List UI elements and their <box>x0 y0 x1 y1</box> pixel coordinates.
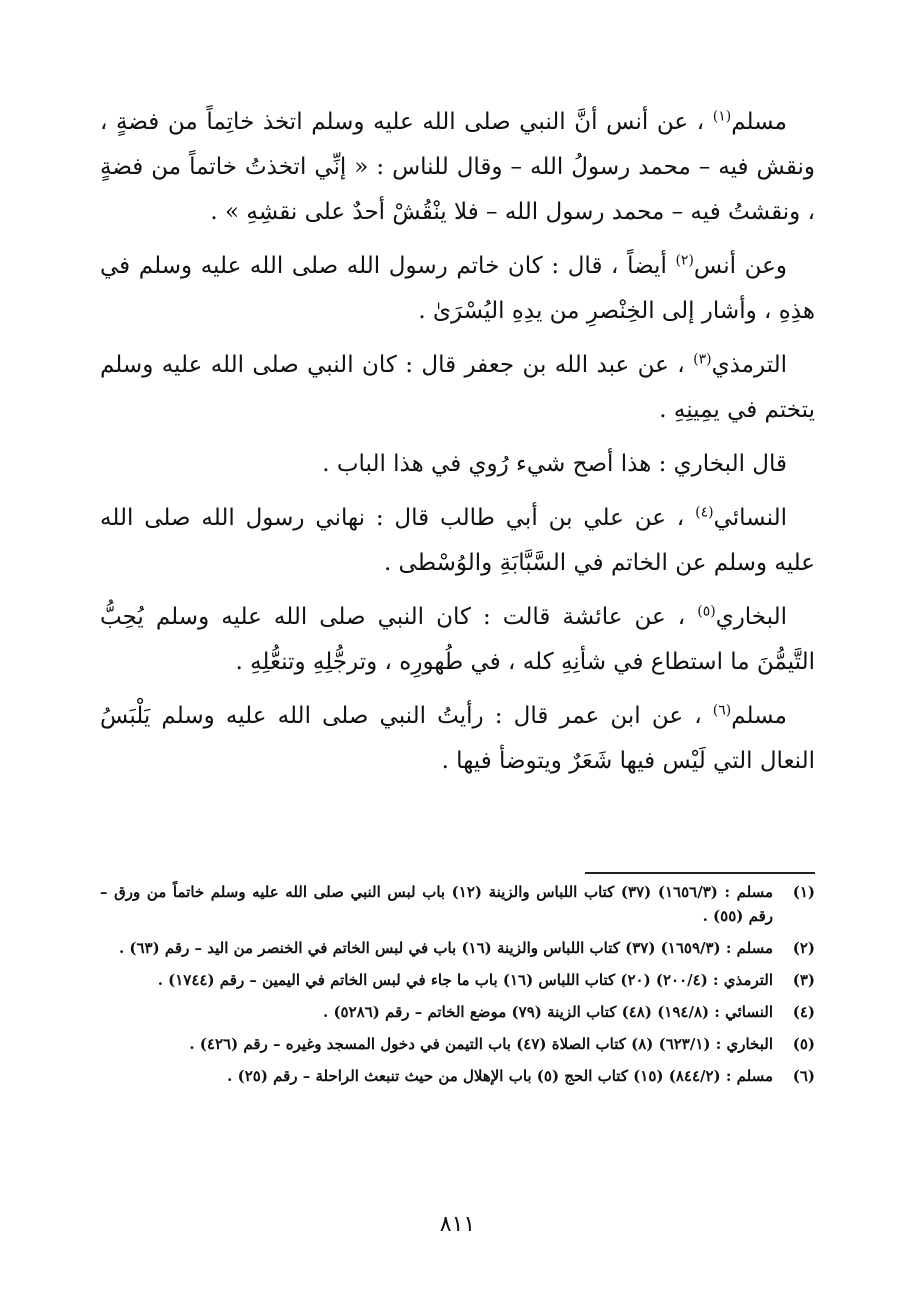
footnote-number: (٤) <box>792 1003 815 1021</box>
footnote-3 <box>100 968 815 992</box>
paragraph-7 <box>100 694 815 784</box>
paragraph-5-start: النسائي <box>713 505 787 531</box>
footnote-2 <box>100 936 815 960</box>
page-number: ٨١١ <box>439 1212 476 1237</box>
paragraph-4 <box>100 442 815 487</box>
footnote-text: مسلم : (٨٤٤/٢) (١٥) كتاب الحج (٥) باب الإهلال من حيث تنبعث الراحلة – رقم (٢٥) . <box>227 1067 773 1085</box>
paragraph-3-start: الترمذي <box>711 352 787 378</box>
paragraph-1-body: ، عن أنس أنَّ النبي صلى الله عليه وسلم اتخذ خاتِماً من فضةٍ ، ونقش فيه – محمد رسولُ الله – وقال للناس : « إنِّي اتخذتُ خاتماً من فضةٍ ، ونقشتُ فيه – محمد رسول الله – فلا ينْقُشْ أحدٌ على نقشِهِ » . <box>100 109 815 225</box>
footnote-number: (١) <box>792 883 815 901</box>
footnote-text: الترمذي : (٢٠٠/٤) (٢٠) كتاب اللباس (١٦) باب ما جاء في لبس الخاتم في اليمين – رقم (١٧٤٤) . <box>157 971 773 989</box>
paragraph-6-start: البخاري <box>715 604 787 630</box>
footnotes <box>100 880 815 1096</box>
paragraph-7-body: ، عن ابن عمر قال : رأيتُ النبي صلى الله عليه وسلم يَلْبَسُ النعال التي لَيْس فيها شَعَرٌ ويتوضأ فيها . <box>100 703 815 774</box>
footnote-number: (٦) <box>792 1067 815 1085</box>
footnote-5 <box>100 1032 815 1056</box>
footnote-ref-2[interactable]: (٢) <box>675 252 694 269</box>
paragraph-3-body: ، عن عبد الله بن جعفر قال : كان النبي صلى الله عليه وسلم يتختم في يمِينِهِ . <box>100 352 815 423</box>
footnote-number: (٣) <box>792 971 815 989</box>
paragraph-6-body: ، عن عائشة قالت : كان النبي صلى الله عليه وسلم يُحِبُّ التَّيمُّنَ ما استطاع في شأنِهِ كله ، في طُهورِه ، وترجُّلِهِ وتنعُّلِهِ . <box>100 604 815 675</box>
footnote-1 <box>100 880 815 928</box>
paragraph-1-start: مسلم <box>731 109 787 135</box>
footnote-divider <box>585 872 815 874</box>
paragraph-5 <box>100 496 815 586</box>
paragraph-4-text: قال البخاري : هذا أصح شيء رُوي في هذا الباب . <box>322 451 787 477</box>
paragraph-5-body: ، عن علي بن أبي طالب قال : نهاني رسول الله صلى الله عليه وسلم عن الخاتم في السَّبَّابَةِ والوُسْطى . <box>100 505 815 576</box>
footnote-ref-3[interactable]: (٣) <box>693 351 712 368</box>
footnote-ref-1[interactable]: (١) <box>712 108 732 125</box>
main-text <box>100 100 815 793</box>
footnote-ref-4[interactable]: (٤) <box>695 504 714 521</box>
footnote-ref-5[interactable]: (٥) <box>697 603 716 620</box>
paragraph-2-body: أيضاً ، قال : كان خاتم رسول الله صلى الله عليه وسلم في هذِهِ ، وأشار إلى الخِنْصرِ من يدِهِ اليُسْرَىٰ . <box>100 253 815 324</box>
footnote-text: مسلم : (١٦٥٦/٣) (٣٧) كتاب اللباس والزينة (١٢) باب لبس النبي صلى الله عليه وسلم خاتماً من ورق – رقم (٥٥) . <box>100 883 773 925</box>
paragraph-2-start: وعن أنس <box>693 253 787 279</box>
paragraph-6 <box>100 595 815 685</box>
footnote-6 <box>100 1064 815 1088</box>
paragraph-7-start: مسلم <box>731 703 787 729</box>
footnote-text: النسائي : (١٩٤/٨) (٤٨) كتاب الزينة (٧٩) موضع الخاتم – رقم (٥٢٨٦) . <box>323 1003 773 1021</box>
paragraph-1 <box>100 100 815 235</box>
footnote-ref-6[interactable]: (٦) <box>712 702 732 719</box>
paragraph-2 <box>100 244 815 334</box>
footnote-text: مسلم : (١٦٥٩/٣) (٣٧) كتاب اللباس والزينة (١٦) باب في لبس الخاتم في الخنصر من اليد – رقم (٦٣) . <box>118 939 773 957</box>
footnote-number: (٢) <box>792 939 815 957</box>
footnote-text: البخاري : (٦٢٣/١) (٨) كتاب الصلاة (٤٧) باب التيمن في دخول المسجد وغيره – رقم (٤٢٦) . <box>189 1035 773 1053</box>
footnote-4 <box>100 1000 815 1024</box>
footnote-number: (٥) <box>792 1035 815 1053</box>
paragraph-3 <box>100 343 815 433</box>
